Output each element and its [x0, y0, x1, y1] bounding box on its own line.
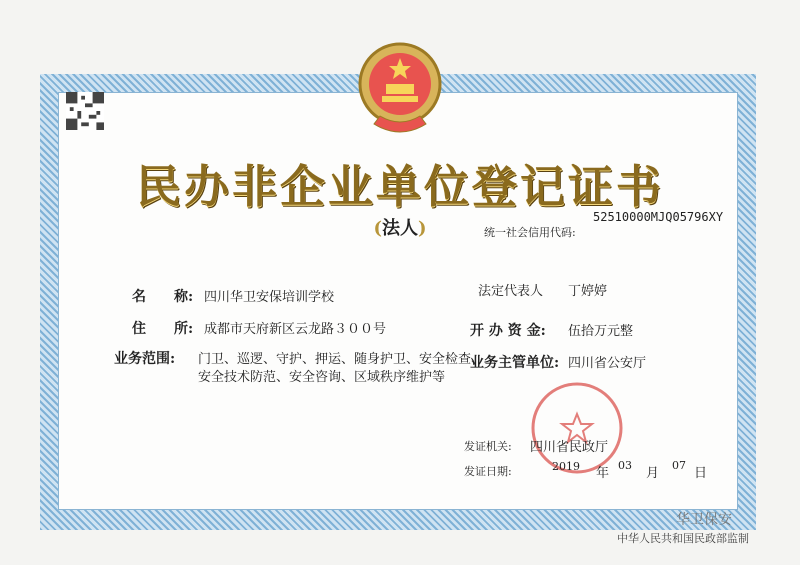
certificate-subtitle: (法人) — [373, 218, 427, 239]
name-label: 名 称: — [132, 289, 194, 305]
credit-code-value: 52510000MJQ05796XY — [593, 210, 724, 224]
national-emblem-icon — [356, 40, 444, 136]
scope-line-2: 安全技术防范、安全咨询、区域秩序维护等 — [198, 370, 446, 385]
footer-issuer: 中华人民共和国民政部监制 — [617, 532, 749, 545]
scope-label: 业务范围: — [114, 351, 176, 367]
year-unit: 年 — [596, 466, 610, 481]
scope-line-1: 门卫、巡逻、守护、押运、随身护卫、安全检查、 — [198, 352, 485, 367]
month-unit: 月 — [646, 466, 660, 481]
issue-day: 07 — [672, 459, 686, 472]
name-value: 四川华卫安保培训学校 — [204, 290, 335, 305]
issue-year: 2019 — [552, 460, 580, 473]
qr-code-icon — [66, 92, 104, 130]
certificate-title: 民办非企业单位登记证书 — [135, 160, 664, 213]
capital-value: 伍拾万元整 — [568, 324, 634, 339]
legal-rep-value: 丁婷婷 — [568, 284, 608, 299]
subtitle-text: 法人 — [382, 218, 418, 239]
legal-rep-label: 法定代表人 — [478, 284, 544, 299]
capital-label: 开 办 资 金: — [470, 323, 546, 339]
issue-date-label: 发证日期: — [464, 465, 512, 478]
authority-value: 四川省公安厅 — [568, 356, 647, 371]
address-label: 住 所: — [132, 321, 194, 337]
authority-label: 业务主管单位: — [470, 355, 560, 371]
issuer-value: 四川省民政厅 — [530, 440, 609, 455]
day-unit: 日 — [694, 466, 708, 481]
credit-code-label: 统一社会信用代码: — [484, 226, 576, 239]
watermark-text: 华卫保安 — [676, 512, 732, 528]
address-value: 成都市天府新区云龙路３００号 — [204, 322, 387, 337]
issue-month: 03 — [618, 459, 632, 472]
issuer-label: 发证机关: — [464, 440, 512, 453]
